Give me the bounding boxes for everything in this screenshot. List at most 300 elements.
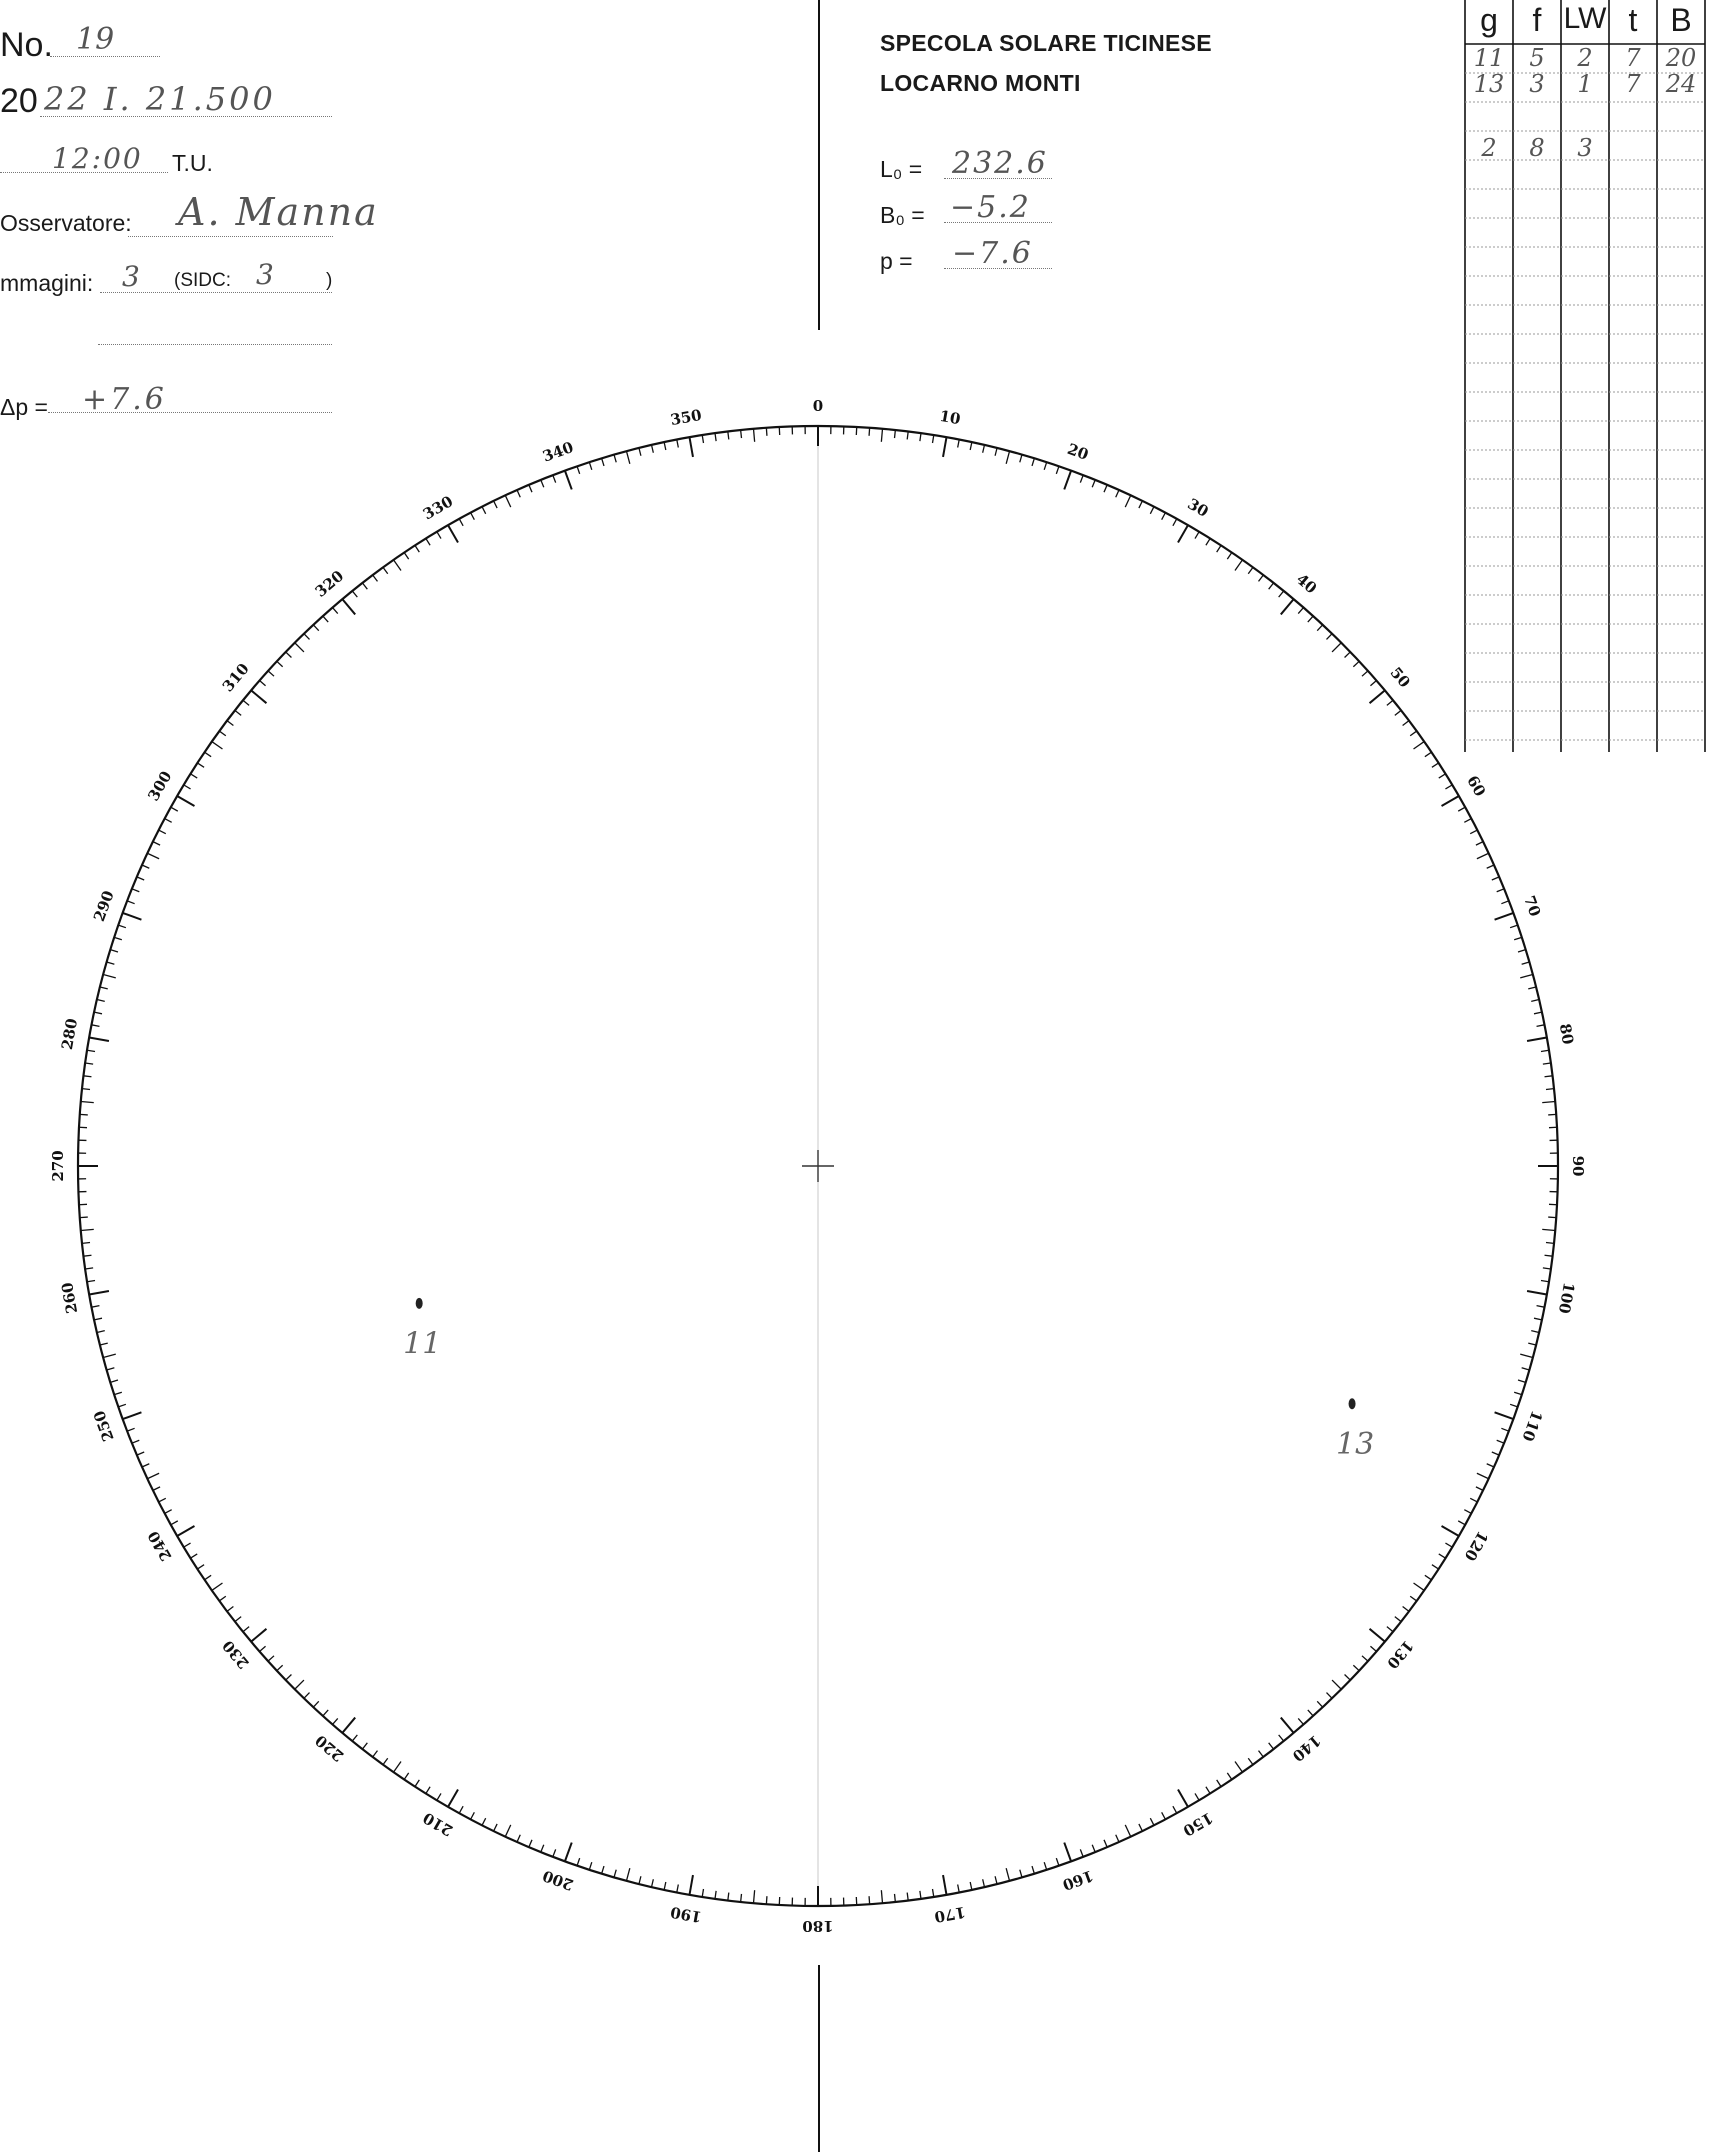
degree-label: 190 — [669, 1902, 704, 1927]
scale-tick — [277, 1665, 283, 1670]
scale-tick — [626, 451, 629, 464]
scale-tick — [159, 1498, 166, 1502]
scale-tick — [690, 1875, 693, 1895]
degree-label: 60 — [1463, 772, 1490, 800]
table-cell: 5 — [1529, 44, 1545, 72]
scale-tick — [1308, 616, 1313, 622]
scale-tick — [171, 1521, 178, 1525]
table-header-lw: LW — [1563, 2, 1607, 35]
scale-tick — [323, 616, 328, 622]
scale-tick — [127, 901, 134, 904]
scale-tick — [205, 752, 212, 756]
scale-tick — [1020, 455, 1022, 463]
scale-tick — [82, 1243, 90, 1244]
scale-tick — [1044, 462, 1046, 470]
scale-tick — [383, 567, 388, 573]
scale-tick — [404, 553, 408, 560]
scale-tick — [227, 1607, 233, 1612]
scale-tick — [881, 1890, 882, 1903]
scale-tick — [1116, 1835, 1119, 1842]
scale-tick — [1080, 475, 1083, 482]
scale-tick — [1458, 1521, 1465, 1525]
degree-label: 350 — [669, 405, 704, 430]
degree-label: 340 — [540, 438, 576, 466]
scale-tick — [80, 1217, 88, 1218]
scale-tick — [995, 1876, 997, 1884]
scale-tick — [80, 1114, 88, 1115]
scale-tick — [89, 1038, 109, 1041]
scale-tick — [541, 480, 544, 487]
scale-tick — [260, 1646, 266, 1651]
scale-tick — [92, 1306, 100, 1308]
scale-tick — [920, 1891, 921, 1899]
scale-tick — [87, 1281, 95, 1282]
scale-tick — [589, 1862, 591, 1870]
scale-tick — [87, 1050, 95, 1051]
scale-tick — [728, 1893, 729, 1901]
scale-tick — [690, 437, 693, 457]
scale-tick — [728, 432, 729, 440]
scale-tick — [1259, 575, 1264, 581]
scale-tick — [1326, 634, 1332, 640]
scale-tick — [895, 1894, 896, 1902]
scale-tick — [741, 1894, 742, 1902]
scale-tick — [1104, 1840, 1107, 1847]
degree-label: 90 — [1569, 1155, 1587, 1177]
scale-tick — [1476, 842, 1483, 846]
scale-tick — [243, 700, 249, 705]
sidc-close: ) — [326, 270, 333, 291]
scale-tick — [1548, 1217, 1556, 1218]
table-cell: 7 — [1625, 70, 1641, 98]
scale-tick — [352, 591, 357, 597]
scale-tick — [1281, 1718, 1294, 1733]
scale-tick — [1543, 1268, 1551, 1269]
scale-tick — [132, 889, 139, 892]
scale-tick — [1514, 937, 1522, 939]
scale-tick — [114, 937, 122, 939]
scale-tick — [1442, 1526, 1459, 1536]
scale-tick — [304, 1693, 310, 1699]
scale-tick — [1217, 1780, 1221, 1787]
time-value: 12:00 — [52, 142, 143, 175]
table-cell: 13 — [1473, 70, 1505, 98]
scale-tick — [1056, 466, 1059, 474]
sidc-label: (SIDC: — [174, 270, 231, 291]
date-value: 22 I. 21.500 — [44, 80, 276, 118]
scale-tick — [415, 545, 419, 552]
scale-tick — [1470, 1498, 1477, 1502]
table-cell: 3 — [1577, 134, 1593, 162]
scale-tick — [404, 1773, 408, 1780]
scale-tick — [1548, 1114, 1556, 1115]
scale-tick — [1080, 1849, 1083, 1856]
degree-label: 300 — [144, 767, 176, 805]
degree-label: 250 — [90, 1408, 118, 1444]
scale-tick — [529, 1840, 532, 1847]
scale-tick — [153, 1487, 160, 1491]
scale-tick — [1332, 1680, 1341, 1689]
L0-label: L₀ = — [880, 156, 923, 182]
degree-label: 330 — [419, 492, 457, 524]
scale-tick — [1006, 1868, 1009, 1881]
scale-tick — [1248, 567, 1253, 573]
scale-tick — [1370, 1629, 1385, 1642]
scale-tick — [1537, 1025, 1545, 1027]
scale-tick — [614, 455, 616, 463]
scale-tick — [212, 1583, 223, 1590]
p-label: p = — [880, 248, 913, 274]
scale-tick — [1195, 532, 1199, 539]
scale-tick — [1534, 1012, 1542, 1014]
scale-tick — [1032, 458, 1034, 466]
scale-tick — [639, 448, 641, 456]
scale-tick — [277, 661, 283, 666]
scale-tick — [1353, 1665, 1359, 1670]
table-cell: 7 — [1625, 44, 1641, 72]
scale-tick — [333, 1718, 338, 1724]
scale-tick — [100, 987, 108, 989]
scale-tick — [1522, 962, 1530, 964]
scale-tick — [295, 1680, 304, 1689]
table-cell: 1 — [1577, 70, 1593, 98]
degree-label: 270 — [49, 1150, 67, 1182]
table-header-b: B — [1670, 2, 1692, 38]
scale-tick — [94, 1012, 102, 1014]
scale-tick — [118, 1404, 126, 1407]
scale-tick — [100, 1343, 108, 1345]
scale-tick — [295, 643, 304, 652]
scale-tick — [1514, 1392, 1522, 1394]
scale-tick — [881, 429, 882, 442]
scale-tick — [1317, 625, 1322, 631]
degree-label: 70 — [1520, 893, 1545, 919]
scale-tick — [1476, 1487, 1483, 1491]
degree-label: 200 — [540, 1866, 576, 1894]
scale-tick — [84, 1255, 92, 1256]
scale-tick — [1116, 490, 1119, 497]
scale-tick — [1178, 525, 1188, 542]
date-prefix: 20 — [0, 82, 38, 120]
scale-tick — [1139, 501, 1143, 508]
scale-tick — [1477, 1473, 1489, 1478]
scale-tick — [1522, 1368, 1530, 1370]
table-cell: 20 — [1665, 44, 1697, 72]
scale-tick — [1458, 807, 1465, 811]
degree-label: 180 — [802, 1917, 834, 1935]
scale-tick — [184, 1543, 191, 1547]
scale-tick — [933, 435, 934, 443]
scale-tick — [107, 1368, 115, 1370]
scale-tick — [614, 1870, 616, 1878]
scale-tick — [1269, 583, 1274, 589]
scale-tick — [107, 962, 115, 964]
scale-tick — [983, 1879, 985, 1887]
scale-tick — [1403, 1607, 1409, 1612]
scale-tick — [1477, 853, 1489, 858]
scale-tick — [85, 1268, 93, 1269]
scale-tick — [251, 690, 266, 703]
scale-tick — [1492, 877, 1499, 880]
sidc-value: 3 — [256, 258, 274, 291]
scale-tick — [1546, 1243, 1554, 1244]
scale-tick — [1020, 1870, 1022, 1878]
scale-tick — [1056, 1858, 1059, 1866]
scale-tick — [1162, 1812, 1166, 1819]
scale-tick — [342, 1718, 355, 1733]
scale-tick — [448, 525, 458, 542]
scale-tick — [1395, 710, 1401, 715]
scale-tick — [84, 1076, 92, 1077]
scale-tick — [1487, 1464, 1494, 1467]
scale-tick — [89, 1291, 109, 1294]
degree-label: 140 — [1288, 1731, 1325, 1766]
scale-tick — [1541, 1050, 1549, 1051]
scale-tick — [958, 440, 960, 448]
scale-tick — [1528, 1343, 1536, 1345]
scale-tick — [85, 1063, 93, 1064]
scale-tick — [1092, 480, 1095, 487]
scale-tick — [1414, 1583, 1425, 1590]
scale-tick — [652, 1879, 654, 1887]
degree-label: 120 — [1460, 1527, 1492, 1565]
table-header-g: g — [1480, 2, 1498, 38]
scale-tick — [869, 1896, 870, 1904]
scale-tick — [1387, 700, 1393, 705]
degree-label: 260 — [57, 1280, 82, 1315]
table-cell: 11 — [1473, 44, 1505, 72]
scale-tick — [177, 796, 194, 806]
scale-tick — [1425, 752, 1432, 756]
degree-label: 80 — [1555, 1022, 1578, 1046]
scale-tick — [373, 575, 378, 581]
scale-tick — [1528, 987, 1536, 989]
degree-label: 290 — [90, 888, 118, 924]
degree-label: 20 — [1065, 439, 1091, 464]
degree-label: 0 — [812, 397, 824, 415]
scale-tick — [1173, 1806, 1177, 1813]
scale-tick — [766, 1896, 767, 1904]
scale-tick — [1545, 1255, 1553, 1256]
scale-tick — [177, 1526, 194, 1536]
scale-tick — [165, 819, 172, 823]
scale-tick — [1370, 681, 1376, 686]
scale-tick — [933, 1889, 934, 1897]
scale-tick — [235, 710, 241, 715]
table-cell: 2 — [1577, 44, 1593, 72]
scale-tick — [1281, 599, 1294, 614]
scale-tick — [754, 1890, 755, 1903]
scale-tick — [907, 432, 908, 440]
scale-tick — [103, 1354, 116, 1357]
scale-tick — [1317, 1701, 1322, 1707]
scale-tick — [110, 1380, 118, 1382]
scale-tick — [1543, 1063, 1551, 1064]
sunspot-group-label: 11 — [403, 1326, 442, 1362]
scale-tick — [1150, 507, 1154, 514]
scale-tick — [243, 1627, 249, 1632]
scale-tick — [142, 1464, 149, 1467]
scale-tick — [1353, 661, 1359, 666]
scale-tick — [1227, 553, 1231, 560]
scale-tick — [118, 925, 126, 928]
scale-tick — [471, 1812, 475, 1819]
scale-tick — [1395, 1617, 1401, 1622]
scale-tick — [110, 950, 118, 952]
scale-tick — [394, 560, 401, 571]
scale-tick — [983, 445, 985, 453]
scale-tick — [1235, 1762, 1242, 1773]
scale-tick — [437, 532, 441, 539]
degree-label: 40 — [1292, 570, 1321, 598]
scale-tick — [1178, 1790, 1188, 1807]
degree-label: 220 — [311, 1731, 348, 1766]
scale-tick — [1464, 819, 1471, 823]
scale-tick — [342, 599, 355, 614]
scale-tick — [1497, 1440, 1504, 1443]
table-cell: 8 — [1529, 134, 1545, 162]
scale-tick — [1510, 925, 1518, 928]
scale-tick — [1534, 1318, 1542, 1320]
scale-tick — [1527, 1291, 1547, 1294]
scale-tick — [268, 671, 274, 676]
scale-tick — [626, 1868, 629, 1881]
B0-label: B₀ = — [880, 202, 925, 228]
scale-tick — [1542, 1102, 1555, 1103]
degree-label: 160 — [1060, 1866, 1096, 1894]
scale-tick — [505, 1825, 510, 1837]
dp-value: +7.6 — [82, 382, 167, 417]
scale-tick — [702, 1889, 703, 1897]
scale-tick — [165, 1510, 172, 1514]
scale-tick — [190, 774, 197, 778]
scale-tick — [1445, 785, 1452, 789]
scale-tick — [1298, 1718, 1303, 1724]
scale-tick — [219, 1596, 225, 1601]
scale-tick — [1470, 830, 1477, 834]
degree-label: 30 — [1184, 494, 1212, 521]
scale-tick — [1235, 560, 1242, 571]
degree-label: 150 — [1179, 1808, 1217, 1840]
scale-tick — [494, 501, 498, 508]
scale-tick — [190, 1554, 197, 1558]
scale-tick — [1403, 721, 1409, 726]
scale-tick — [1531, 1000, 1539, 1002]
scale-tick — [97, 1331, 105, 1333]
scale-tick — [1269, 1743, 1274, 1749]
images-label: mmagini: — [0, 270, 94, 296]
scale-tick — [1546, 1089, 1554, 1090]
scale-tick — [869, 428, 870, 436]
scale-tick — [517, 1835, 520, 1842]
scale-tick — [1279, 1735, 1284, 1741]
scale-tick — [1432, 763, 1439, 767]
scale-tick — [1064, 471, 1071, 490]
scale-tick — [471, 513, 475, 520]
scale-tick — [437, 1793, 441, 1800]
scale-tick — [907, 1893, 908, 1901]
scale-tick — [1414, 742, 1425, 749]
scale-tick — [123, 1412, 142, 1419]
scale-tick — [1439, 774, 1446, 778]
scale-tick — [235, 1617, 241, 1622]
scale-tick — [147, 853, 159, 858]
scale-tick — [1173, 519, 1177, 526]
no-label: No. — [0, 26, 53, 64]
scale-tick — [1527, 1038, 1547, 1041]
scale-tick — [1425, 1575, 1432, 1579]
scale-tick — [286, 652, 292, 658]
scale-tick — [82, 1089, 90, 1090]
scale-tick — [482, 507, 486, 514]
scale-tick — [1495, 913, 1514, 920]
degree-label: 230 — [218, 1636, 253, 1673]
scale-tick — [1298, 608, 1303, 614]
scale-tick — [766, 428, 767, 436]
scale-tick — [142, 865, 149, 868]
scale-tick — [159, 830, 166, 834]
scale-tick — [94, 1318, 102, 1320]
scale-tick — [482, 1818, 486, 1825]
scale-tick — [426, 538, 430, 545]
scale-tick — [1518, 950, 1526, 952]
scale-tick — [114, 1392, 122, 1394]
sunspot-group-11 — [416, 1298, 423, 1309]
scale-tick — [1370, 1646, 1376, 1651]
scale-tick — [333, 608, 338, 614]
scale-tick — [1432, 1565, 1439, 1569]
scale-tick — [1139, 1824, 1143, 1831]
scale-tick — [394, 1762, 401, 1773]
scale-tick — [313, 625, 318, 631]
scale-tick — [313, 1701, 318, 1707]
scale-tick — [1410, 731, 1416, 736]
degree-label: 110 — [1518, 1408, 1546, 1444]
scale-tick — [81, 1229, 94, 1230]
scale-tick — [1006, 451, 1009, 464]
scale-tick — [1206, 538, 1210, 545]
scale-tick — [1125, 1825, 1130, 1837]
scale-tick — [754, 429, 755, 442]
scale-tick — [1442, 796, 1459, 806]
scale-tick — [197, 763, 204, 767]
scale-tick — [1150, 1818, 1154, 1825]
scale-tick — [1162, 513, 1166, 520]
scale-tick — [184, 785, 191, 789]
scale-tick — [1531, 1331, 1539, 1333]
scale-tick — [1308, 1710, 1313, 1716]
scale-tick — [1542, 1229, 1555, 1230]
scale-tick — [702, 435, 703, 443]
scale-tick — [227, 721, 233, 726]
scale-tick — [553, 1849, 556, 1856]
scale-tick — [1387, 1627, 1393, 1632]
scale-tick — [1537, 1306, 1545, 1308]
scale-tick — [92, 1025, 100, 1027]
scale-tick — [459, 519, 463, 526]
scale-tick — [505, 495, 510, 507]
scale-tick — [715, 1891, 716, 1899]
scale-tick — [1495, 1412, 1514, 1419]
scale-tick — [1370, 690, 1385, 703]
scale-tick — [1259, 1751, 1264, 1757]
table-cell: 24 — [1665, 70, 1697, 98]
scale-tick — [1044, 1862, 1046, 1870]
scale-tick — [1520, 974, 1533, 977]
scale-tick — [920, 433, 921, 441]
p-value: −7.6 — [952, 236, 1033, 271]
scale-tick — [639, 1876, 641, 1884]
